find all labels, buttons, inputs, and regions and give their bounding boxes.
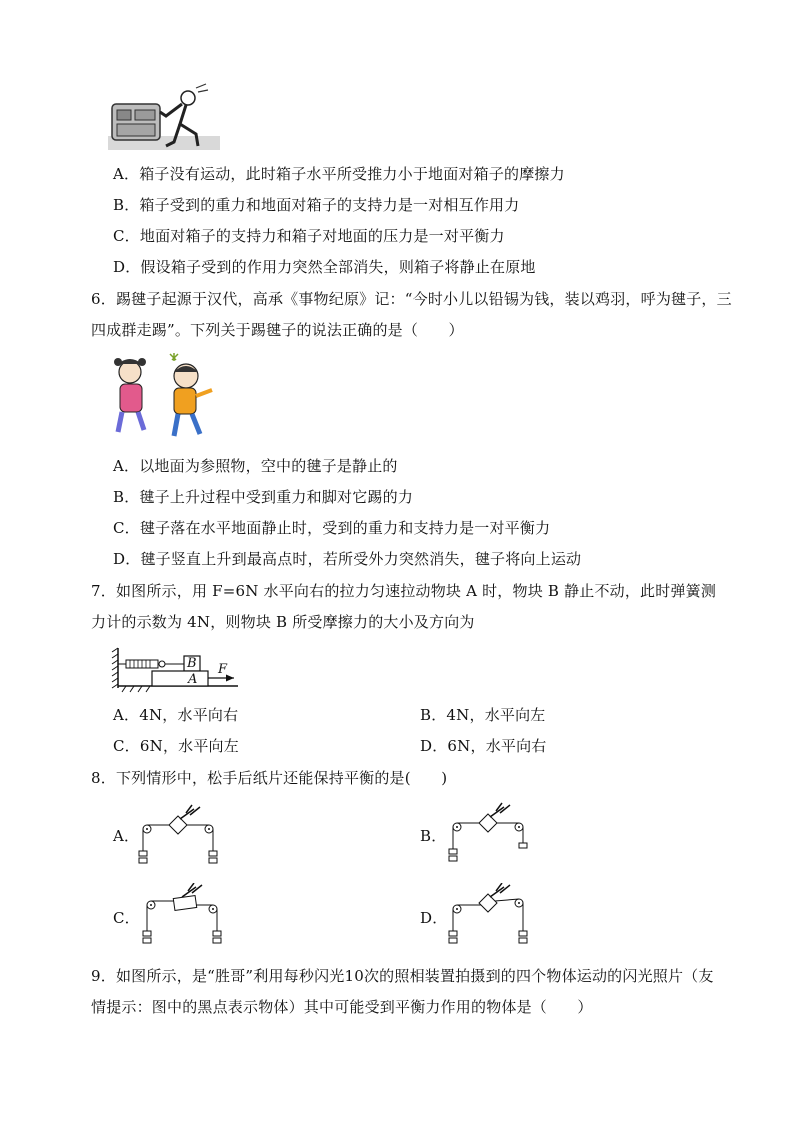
q9-stem-line2: 情提示：图中的黑点表示物体）其中可能受到平衡力作用的物体是（ ） [91, 998, 593, 1016]
q6-option-a: A．以地面为参照物，空中的毽子是静止的 [113, 457, 398, 475]
q7-stem-line2: 力计的示数为 4N，则物块 B 所受摩擦力的大小及方向为 [91, 613, 475, 631]
q6-option-b: B．毽子上升过程中受到重力和脚对它踢的力 [113, 488, 414, 506]
q6-figure-children-shuttlecock [108, 350, 226, 442]
q8-figure-a [136, 803, 222, 867]
q7-force-label: F [218, 662, 228, 677]
q9-stem-line1: 9．如图所示，是“胜哥”利用每秒闪光10次的照相装置拍摄到的四个物体运动的闪光照片（友 [91, 967, 714, 985]
q8-figure-c [136, 883, 222, 947]
q6-stem-line1: 6．踢毽子起源于汉代，高承《事物纪原》记：“今时小儿以铅锡为钱，装以鸡羽，呼为毽子，三 [91, 290, 732, 308]
q6-option-d: D．毽子竖直上升到最高点时，若所受外力突然消失，毽子将向上运动 [113, 550, 582, 568]
q8-figure-b [446, 801, 532, 865]
q8-figure-d [446, 883, 532, 947]
q8-option-d-label: D． [420, 909, 448, 927]
q5-option-d: D．假设箱子受到的作用力突然全部消失，则箱子将静止在原地 [113, 258, 536, 276]
q8-option-c-label: C． [113, 909, 140, 927]
q5-figure-push-box [108, 82, 220, 154]
q7-option-c: C．6N，水平向左 [113, 737, 239, 755]
q8-stem: 8．下列情形中，松手后纸片还能保持平衡的是( ) [91, 769, 448, 787]
q5-option-c: C．地面对箱子的支持力和箱子对地面的压力是一对平衡力 [113, 227, 505, 245]
q6-stem-line2: 四成群走踢”。下列关于踢毽子的说法正确的是（ ） [91, 321, 464, 339]
q7-figure-blocks [110, 646, 242, 694]
q7-option-b: B．4N，水平向左 [420, 706, 546, 724]
q7-stem-line1: 7．如图所示，用 F=6N 水平向右的拉力匀速拉动物块 A 时，物块 B 静止不动，此时弹簧测 [91, 582, 717, 600]
q7-option-a: A．4N，水平向右 [113, 706, 239, 724]
q6-option-c: C．毽子落在水平地面静止时，受到的重力和支持力是一对平衡力 [113, 519, 551, 537]
q8-option-a-label: A． [113, 827, 140, 845]
q5-option-b: B．箱子受到的重力和地面对箱子的支持力是一对相互作用力 [113, 196, 520, 214]
q8-option-b-label: B． [420, 827, 447, 845]
q5-option-a: A．箱子没有运动，此时箱子水平所受推力小于地面对箱子的摩擦力 [113, 165, 565, 183]
q7-block-b-label: B [187, 656, 197, 671]
q7-block-a-label: A [188, 672, 198, 687]
q7-option-d: D．6N，水平向右 [420, 737, 547, 755]
